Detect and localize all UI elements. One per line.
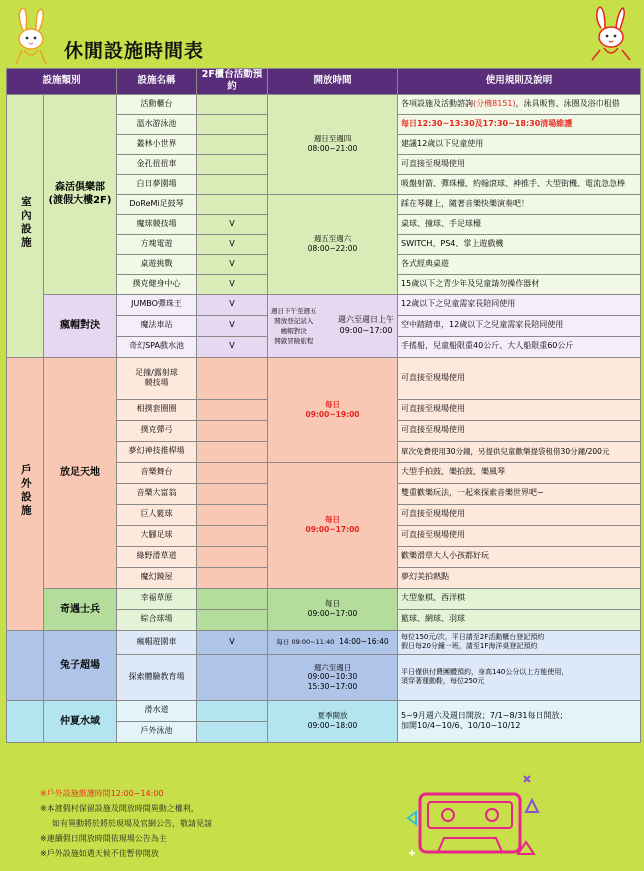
footnote-weather: ※戶外設施如遇天候不佳暫停開放 (40, 849, 159, 858)
header-hours: 開放時間 (268, 69, 398, 95)
rule-text: 可直接至現場使用 (398, 504, 641, 525)
reservation-mark (197, 654, 268, 700)
hours-cell (268, 94, 398, 194)
table-row (7, 630, 641, 654)
rule-text: 籃球、網球、羽球 (398, 609, 641, 630)
header-rules: 使用規則及說明 (398, 69, 641, 95)
rule-text: 夢幻美拍熱點 (398, 567, 641, 588)
hours-cell (268, 588, 398, 630)
hours-cell (268, 294, 398, 357)
facility-name: 奇幻SPA戲水池 (117, 336, 197, 357)
reservation-mark: V (197, 315, 268, 336)
facility-name: DoReMi足鼓琴 (117, 194, 197, 214)
hours-time: 15:30~17:00 (307, 682, 358, 692)
reservation-mark (197, 154, 268, 174)
facility-name: 叢林小世界 (117, 134, 197, 154)
facility-name-line: 足撞/露射球 (135, 367, 178, 377)
hours-label: 週日至週四 (313, 134, 352, 144)
rule-text: 吸盤射箭、彈珠檯、約翰滾球、神推手、大型街機、電流急急棒 (398, 174, 641, 194)
reservation-mark: V (197, 214, 268, 234)
hours-cell (268, 194, 398, 294)
hours-cell (268, 630, 398, 654)
reservation-mark (197, 721, 268, 742)
hours-time: 09:00~10:30 (307, 672, 358, 682)
reservation-mark (197, 504, 268, 525)
rule-text (398, 94, 641, 114)
facility-name: 相撲套圈圈 (117, 399, 197, 420)
hours-note: 開放登記試入 (274, 316, 314, 325)
facility-name: JUMBO彈珠王 (117, 294, 197, 315)
rule-line: 假日每20分鐘一班，請至1F海洋桌登記預約 (401, 642, 538, 651)
facility-name: 瘋帽遊園車 (117, 630, 197, 654)
area-free-field: 放足天地 (44, 357, 117, 588)
facility-name: 魔法車站 (117, 315, 197, 336)
facility-name: 幸福草原 (117, 588, 197, 609)
facility-name: 方塊電遊 (117, 234, 197, 254)
rule-text: 可直接至現場使用 (398, 357, 641, 399)
table-row (7, 94, 641, 114)
hours-label: 週六至週日 (313, 662, 352, 672)
rule-text: 大型象棋、西洋棋 (398, 588, 641, 609)
bunny-left-illustration (6, 6, 56, 68)
hours-time: 08:00~21:00 (307, 144, 358, 154)
rule-text: 可直接至現場使用 (398, 420, 641, 441)
hours-time: 08:00~22:00 (307, 244, 358, 254)
header-reservation: 2F櫃台活動預約 (197, 69, 268, 95)
rule-line: 5~9月週六及週日開放；7/1~8/31每日開放； (401, 710, 568, 720)
rule-text: 手搖船，兒童船限重40公斤、大人船限重60公斤 (398, 336, 641, 357)
rule-text: 可直接至現場使用 (398, 525, 641, 546)
rule-text: 單次免費使用30分鐘，另提供兒童歡樂提袋租借30分鐘/200元 (398, 441, 641, 462)
rule-text: 12歲以下之兒童需家長陪同使用 (398, 294, 641, 315)
header-category: 設施類別 (7, 69, 117, 95)
footnote-holiday: ※連續假日開放時間依現場公告為主 (40, 834, 167, 843)
zone-label: 室內設施 (19, 196, 32, 251)
table-row (7, 588, 641, 609)
rule-line: 每位150元/次，平日請至2F活動櫃台登記預約 (401, 633, 545, 642)
hours-time: 每日 09:00~11:40 (276, 638, 335, 647)
facility-name: 巨人籃球 (117, 504, 197, 525)
zone-rabbit-blank (7, 630, 44, 700)
reservation-mark: V (197, 294, 268, 315)
table-row (7, 700, 641, 721)
rule-text: 踩在琴鍵上，隨著音樂快樂演奏吧！ (398, 194, 641, 214)
reservation-mark: V (197, 630, 268, 654)
hours-time: 09:00~19:00 (305, 409, 360, 419)
facility-name: 溫水游泳池 (117, 114, 197, 134)
footnotes (40, 786, 212, 861)
facility-name: 撲克彈弓 (117, 420, 197, 441)
facility-name: 音樂大富翁 (117, 483, 197, 504)
rule-text: 大型手拍鼓、樂拍鼓、樂風琴 (398, 462, 641, 483)
hours-label: 夏季開放 (317, 711, 348, 721)
zone-label: 戶外設施 (19, 464, 32, 519)
reservation-mark (197, 609, 268, 630)
reservation-mark (197, 441, 268, 462)
zone-indoor (7, 94, 44, 357)
facility-name: 撲克健身中心 (117, 274, 197, 294)
hours-cell (268, 357, 398, 462)
rule-text (398, 654, 641, 700)
facility-name: 夢幻神技推桿場 (117, 441, 197, 462)
hours-note: 瘋帽對決 (280, 326, 307, 335)
rule-text-part: 各項設施及活動諮詢 (401, 98, 474, 108)
area-forest-club (44, 94, 117, 294)
reservation-mark (197, 174, 268, 194)
reservation-mark: V (197, 274, 268, 294)
rule-text: 桌球、撞球、手足球檯 (398, 214, 641, 234)
facility-name (117, 357, 197, 399)
rule-text: 建議12歲以下兒童使用 (398, 134, 641, 154)
reservation-mark (197, 194, 268, 214)
area-rabbit: 兔子超場 (44, 630, 117, 700)
hours-time: 09:00~18:00 (307, 721, 358, 731)
area-summer-water: 仲夏水域 (44, 700, 117, 742)
hours-cell (268, 654, 398, 700)
reservation-mark: V (197, 234, 268, 254)
extension-number: (分機8151) (473, 98, 516, 108)
reservation-mark (197, 567, 268, 588)
facility-name: 大腳足球 (117, 525, 197, 546)
header-facility: 設施名稱 (117, 69, 197, 95)
rule-line: 加開10/4~10/6、10/10~10/12 (401, 721, 521, 731)
rule-text (398, 630, 641, 654)
facility-name: 魔球競技場 (117, 214, 197, 234)
reservation-mark (197, 114, 268, 134)
rule-line: 須穿著運動鞋，每位250元 (401, 677, 485, 686)
rule-text: 雙重歡樂玩法，一起來探索音樂世界吧~ (398, 483, 641, 504)
cassette-tape-illustration (406, 772, 542, 862)
facility-name-line: 競技場 (144, 378, 169, 388)
footnote-rights: ※本渡假村保留設施及開放時間異動之權利， (40, 804, 199, 813)
hours-time: 09:00~17:00 (305, 525, 360, 535)
footnote-maintenance: ※戶外設施維護時間12:00~14:00 (40, 789, 164, 798)
hours-label: 每日 (325, 515, 341, 525)
rule-text: 空中踏踏車，12歲以下之兒童需家長陪同使用 (398, 315, 641, 336)
zone-water-blank (7, 700, 44, 742)
facility-name: 桌遊挑戰 (117, 254, 197, 274)
table-row (7, 294, 641, 315)
hours-time: 09:00~17:00 (339, 325, 393, 335)
area-hat-duel: 瘋帽對決 (44, 294, 117, 357)
area-odd-soldiers: 奇遇士兵 (44, 588, 117, 630)
rule-text: 15歲以下之青少年及兒童請勿操作器材 (398, 274, 641, 294)
facility-name: 魔幻鏡屋 (117, 567, 197, 588)
facility-name: 音樂舞台 (117, 462, 197, 483)
rule-line: 平日僅供付費團體預約，身高140公分以上方能使用， (401, 668, 569, 677)
facility-name: 綠野滑草道 (117, 546, 197, 567)
reservation-mark (197, 420, 268, 441)
hours-note: 開啟冒險旅程 (274, 336, 314, 345)
rule-text: 可直接至現場使用 (398, 154, 641, 174)
facility-name: 金孔扭扭車 (117, 154, 197, 174)
rule-text: 各式經典桌遊 (398, 254, 641, 274)
hours-label: 週五至週六 (313, 234, 352, 244)
hours-cell (268, 700, 398, 742)
footnote-rights-cont: 如有異動將於將於現場及官網公告，敬請見諒 (52, 819, 212, 828)
bunny-right-illustration (586, 4, 636, 66)
hours-note: 週日下午至週五 (271, 306, 317, 315)
page-title: 休閒設施時間表 (64, 40, 205, 62)
rule-text: 每日12:30~13:30及17:30~18:30清場維護 (398, 114, 641, 134)
reservation-mark (197, 700, 268, 721)
facility-name: 滑水道 (117, 700, 197, 721)
reservation-mark (197, 357, 268, 399)
schedule-table (6, 68, 641, 743)
reservation-mark (197, 525, 268, 546)
rule-text: SWITCH、PS4、掌上遊戲機 (398, 234, 641, 254)
hours-time: 14:00~16:40 (339, 637, 389, 647)
rule-text: 可直接至現場使用 (398, 399, 641, 420)
reservation-mark (197, 483, 268, 504)
hours-cell (268, 462, 398, 588)
zone-outdoor (7, 357, 44, 630)
reservation-mark (197, 546, 268, 567)
reservation-mark (197, 399, 268, 420)
facility-name: 白日夢園場 (117, 174, 197, 194)
rule-text (398, 700, 641, 742)
area-label: 森活俱樂部 (55, 182, 105, 194)
hours-time: 09:00~17:00 (307, 609, 358, 619)
reservation-mark: V (197, 336, 268, 357)
reservation-mark (197, 588, 268, 609)
reservation-mark (197, 134, 268, 154)
facility-name: 活動櫃台 (117, 94, 197, 114)
facility-name: 綜合球場 (117, 609, 197, 630)
reservation-mark (197, 94, 268, 114)
hours-label: 每日 (325, 399, 341, 409)
hours-label: 週六至週日上午 (338, 315, 395, 325)
table-header-row (7, 69, 641, 95)
area-sublabel: (渡假大樓2F) (48, 195, 112, 207)
reservation-mark (197, 462, 268, 483)
hours-label: 每日 (325, 599, 341, 609)
reservation-mark: V (197, 254, 268, 274)
table-row (7, 357, 641, 399)
rule-text-part: ，泳具販售、泳圈及浴巾租借 (515, 98, 620, 108)
facility-name: 探索體驗教育場 (117, 654, 197, 700)
rule-text: 歡樂滑草大人小孩都好玩 (398, 546, 641, 567)
facility-name: 戶外泳池 (117, 721, 197, 742)
